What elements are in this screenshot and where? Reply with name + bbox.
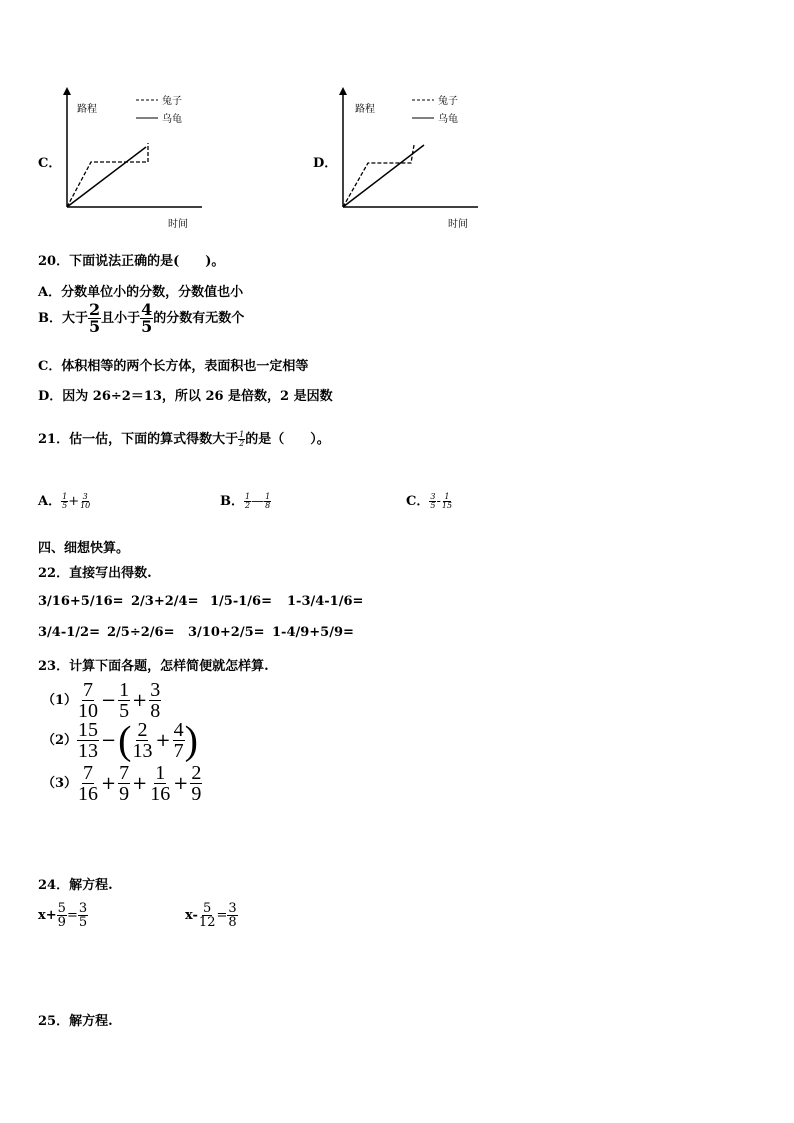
q22-row1-item1: 3/16+5/16= [38, 594, 124, 609]
graph-d-y-arrow [339, 87, 347, 95]
q22-row1-item3: 1/5-1/6= [210, 594, 272, 609]
q20-b-fraction-2: $\frac{4}{5}$ [141, 300, 153, 336]
graph-c-y-label: 路程 [77, 104, 97, 115]
graph-c-y-arrow [63, 87, 71, 95]
q22-row1-item2: 2/3+2/4= [131, 594, 199, 609]
q20-b-prefix: B．大于 [38, 311, 88, 326]
q20-option-d: D．因为 26÷2＝13，所以 26 是倍数，2 是因数 [38, 389, 333, 404]
q20-b-middle: 且小于 [101, 311, 141, 326]
graph-d-x-label: 时间 [448, 219, 468, 230]
graph-d [336, 85, 486, 235]
q20-option-c: C．体积相等的两个长方体，表面积也一定相等 [38, 359, 309, 374]
option-d-label: D． [313, 156, 338, 171]
q22-row2-item2: 2/5÷2/6= [107, 625, 175, 640]
q20-b-fraction-1: $\frac{2}{5}$ [89, 300, 101, 336]
graph-c-x-label: 时间 [168, 219, 188, 230]
graph-d-legend-solid-label: 乌龟 [438, 114, 458, 125]
q22-row2-item4: 1-4/9+5/9= [272, 625, 354, 640]
q20-option-b [38, 302, 244, 335]
graph-c-legend-solid-label: 乌龟 [162, 114, 182, 125]
graph-d-y-label: 路程 [355, 104, 375, 115]
q25-stem: 25．解方程. [38, 1014, 113, 1029]
option-c-label: C． [38, 156, 62, 171]
q23-stem: 23．计算下面各题，怎样简便就怎样算. [38, 659, 269, 674]
q23-problem-1: （1） $\frac{7}{10}$ − $\frac{1}{5}$ + $\frac{3}{8}$ [42, 679, 161, 722]
q20-b-suffix: 的分数有无数个 [153, 311, 245, 326]
q21-option-a: A． $\frac{1}{5}$ + $\frac{3}{10}$ [38, 492, 91, 510]
q21-stem: 21．估一估，下面的算式得数大于 $\frac{1}{2}$ 的是（ ）。 [38, 430, 330, 448]
q20-option-a: A．分数单位小的分数，分数值也小 [38, 285, 244, 300]
q24-equation-2: x- $\frac{5}{12}$ = $\frac{3}{8}$ [185, 901, 237, 930]
graph-c-turtle-line [67, 147, 146, 207]
graph-d-legend-dashed-label: 兔子 [438, 96, 458, 107]
q24-equation-1: x+ $\frac{5}{9}$ = $\frac{3}{5}$ [38, 901, 88, 930]
q22-row2-item1: 3/4-1/2= [38, 625, 100, 640]
q21-option-b: B． $\frac{1}{2}$ — $\frac{1}{8}$ [220, 492, 271, 510]
graph-c-legend-dashed-label: 兔子 [162, 96, 182, 107]
q22-row2-item3: 3/10+2/5= [188, 625, 265, 640]
q24-stem: 24．解方程. [38, 878, 113, 893]
q22-row1-item4: 1-3/4-1/6= [287, 594, 364, 609]
q23-problem-2: （2） $\frac{15}{13}$ −( $\frac{2}{13}$ + $\frac{4}{7}$ ) [42, 717, 198, 763]
q22-stem: 22．直接写出得数. [38, 566, 152, 581]
q21-stem-fraction: $\frac{1}{2}$ [239, 430, 245, 448]
graph-d-rabbit-line [343, 145, 414, 207]
q21-option-c: C． $\frac{3}{5}$ - $\frac{1}{15}$ [406, 492, 453, 510]
q23-problem-3: （3） $\frac{7}{16}$ + $\frac{7}{9}$ + $\frac{1}{16}$ + $\frac{2}{9}$ [42, 762, 202, 805]
section-4-title: 四、细想快算。 [38, 541, 130, 556]
q20-stem: 20．下面说法正确的是( )。 [38, 254, 225, 269]
graph-c [60, 85, 210, 235]
graph-d-turtle-line [343, 145, 424, 207]
